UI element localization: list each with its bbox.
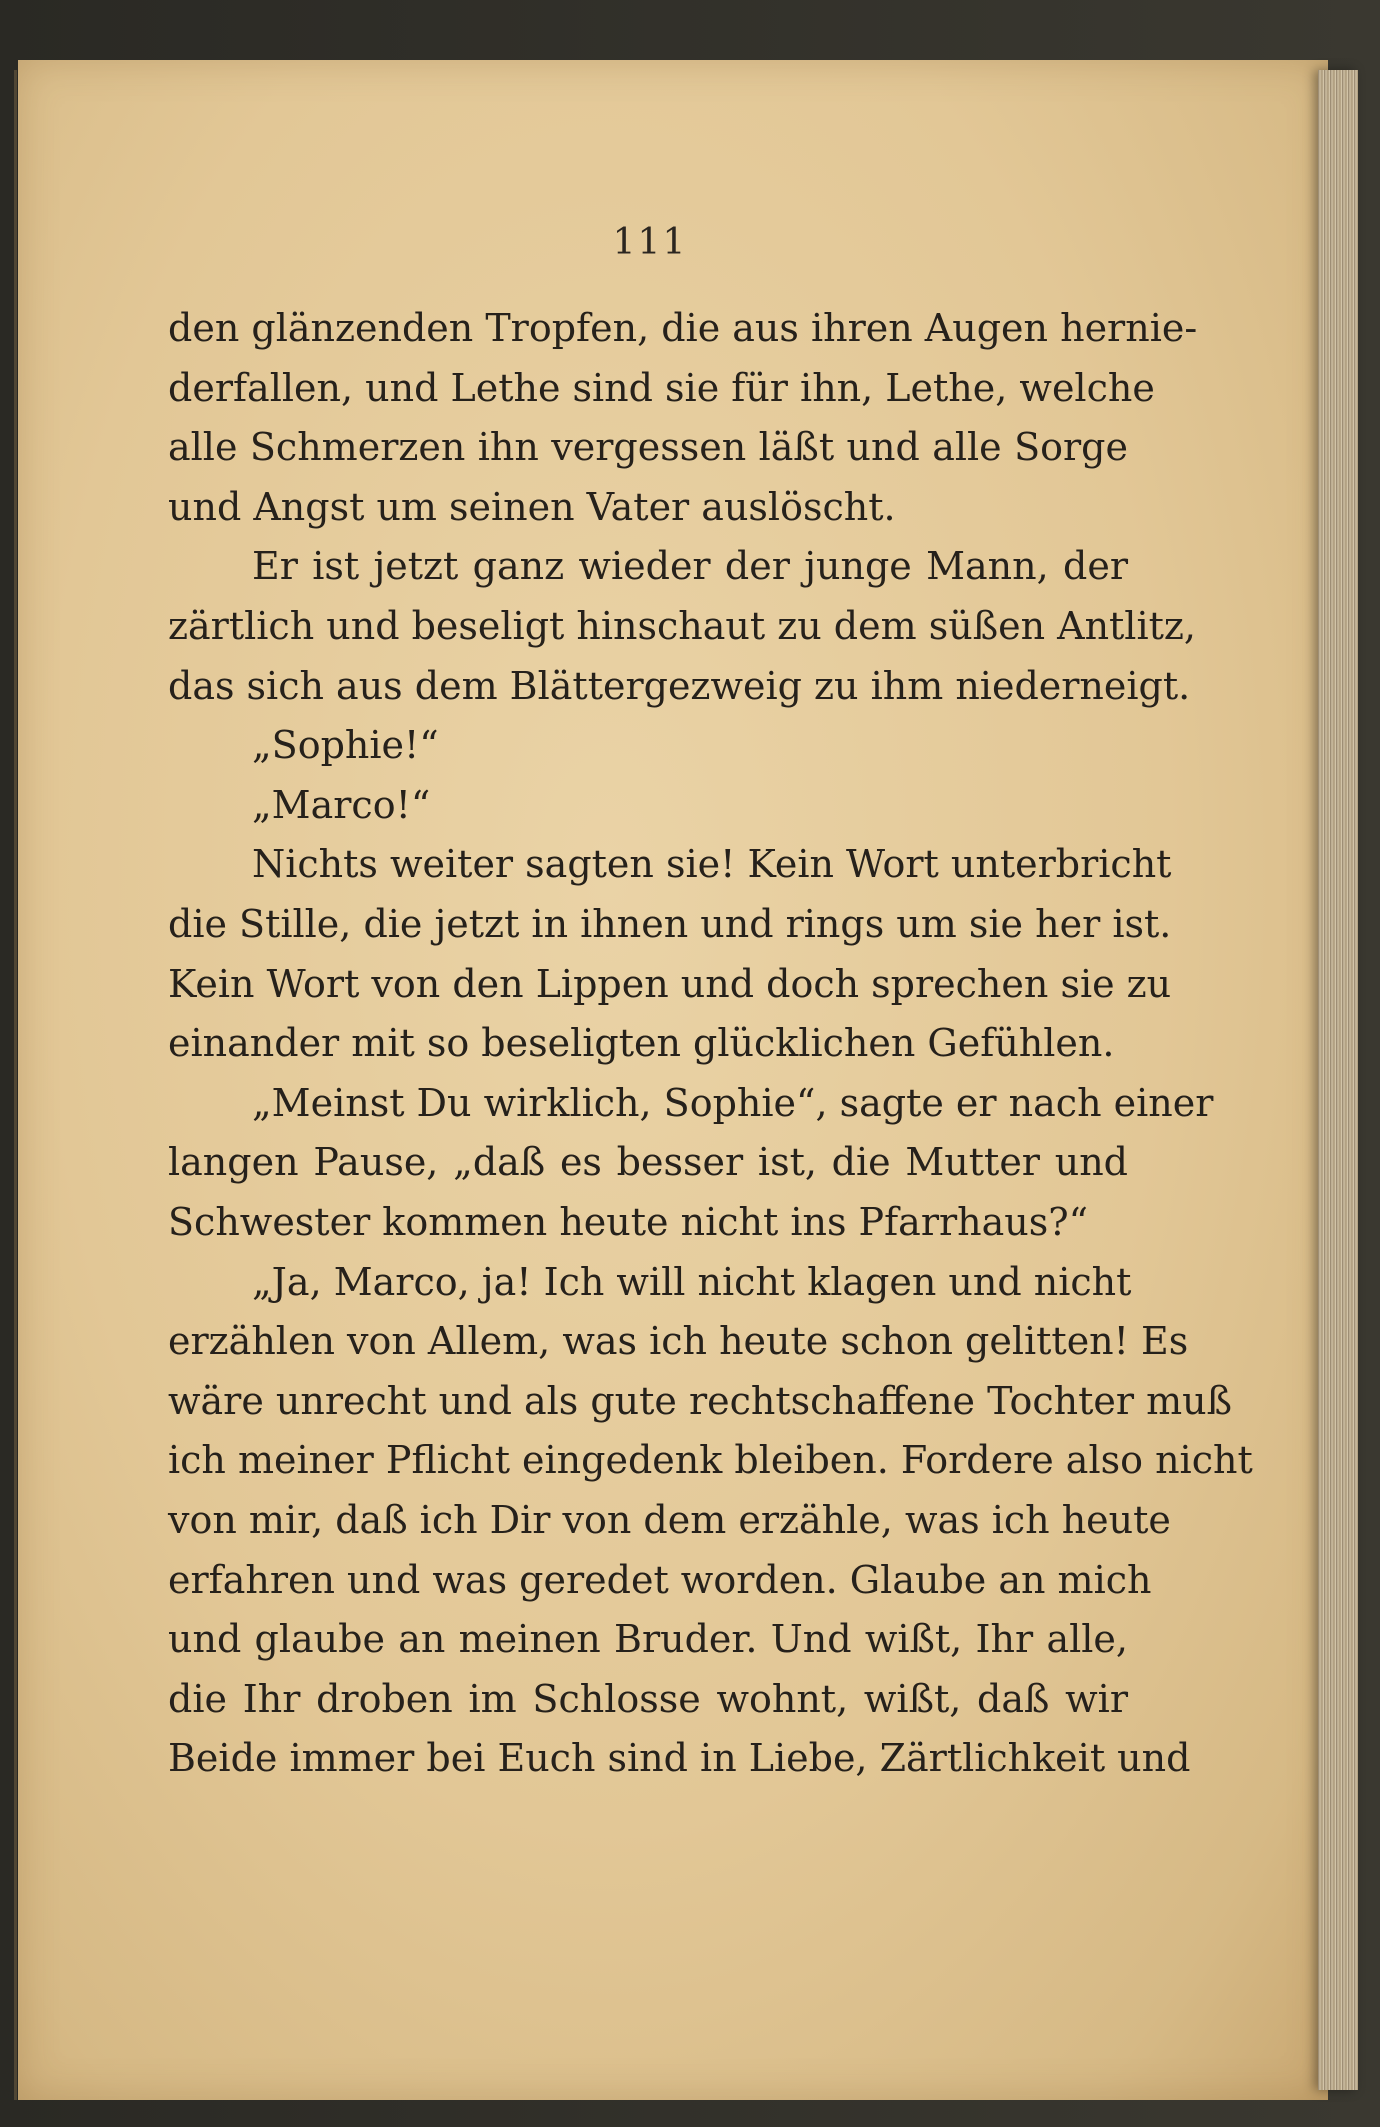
- text-line: „Marco!“: [252, 783, 431, 827]
- text-line: derfallen, und Lethe sind sie für ihn, Lethe, welche: [168, 366, 1155, 410]
- page-number: 111: [612, 222, 688, 263]
- text-line: ich meiner Pflicht eingedenk bleiben. Fordere also nicht: [168, 1438, 1253, 1482]
- text-line: Kein Wort von den Lippen und doch sprechen sie zu: [168, 962, 1172, 1006]
- text-line: erzählen von Allem, was ich heute schon gelitten! Es: [168, 1319, 1189, 1363]
- text-line: „Meinst Du wirklich, Sophie“, sagte er nach einer: [252, 1081, 1214, 1125]
- text-line: den glänzenden Tropfen, die aus ihren Augen hernie-: [168, 306, 1198, 350]
- page-edges: [1318, 70, 1358, 2090]
- binding-gutter: [14, 70, 17, 2100]
- text-line: die Ihr droben im Schlosse wohnt, wißt, daß wir: [168, 1677, 1128, 1721]
- text-line: erfahren und was geredet worden. Glaube an mich: [168, 1558, 1152, 1602]
- text-line: und glaube an meinen Bruder. Und wißt, Ihr alle,: [168, 1617, 1128, 1661]
- text-line: die Stille, die jetzt in ihnen und rings um sie her ist.: [168, 902, 1172, 946]
- text-line: alle Schmerzen ihn vergessen läßt und alle Sorge: [168, 425, 1128, 469]
- text-line: „Sophie!“: [252, 723, 439, 767]
- text-line: und Angst um seinen Vater auslöscht.: [168, 485, 896, 529]
- text-line: „Ja, Marco, ja! Ich will nicht klagen und nicht: [252, 1260, 1132, 1304]
- text-line: Schwester kommen heute nicht ins Pfarrhaus?“: [168, 1200, 1089, 1244]
- text-line: Beide immer bei Euch sind in Liebe, Zärtlichkeit und: [168, 1736, 1191, 1780]
- text-line: Nichts weiter sagten sie! Kein Wort unterbricht: [252, 842, 1172, 886]
- text-line: Er ist jetzt ganz wieder der junge Mann, der: [252, 544, 1128, 588]
- text-line: von mir, daß ich Dir von dem erzähle, was ich heute: [168, 1498, 1171, 1542]
- text-line: zärtlich und beseligt hinschaut zu dem süßen Antlitz,: [168, 604, 1196, 648]
- text-line: langen Pause, „daß es besser ist, die Mutter und: [168, 1140, 1128, 1184]
- text-line: wäre unrecht und als gute rechtschaffene Tochter muß: [168, 1379, 1233, 1423]
- text-line: das sich aus dem Blättergezweig zu ihm niederneigt.: [168, 664, 1191, 708]
- text-line: einander mit so beseligten glücklichen Gefühlen.: [168, 1021, 1115, 1065]
